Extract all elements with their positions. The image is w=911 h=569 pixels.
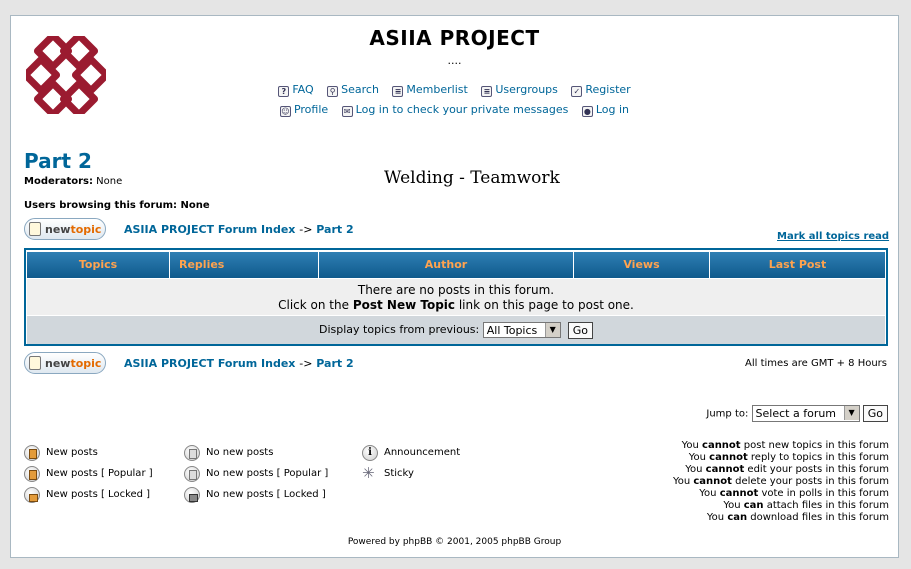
notepad-icon (29, 222, 41, 236)
chevron-down-icon: ▼ (844, 406, 859, 420)
no-new-posts-popular-icon (184, 466, 200, 482)
legend-item: New posts [ Popular ] (24, 463, 153, 484)
forum-title-link[interactable]: Part 2 (24, 149, 92, 173)
legend-item: ✳ Sticky (362, 463, 460, 484)
breadcrumb-bottom: ASIIA PROJECT Forum Index -> Part 2 (124, 357, 354, 370)
jump-go-button[interactable]: Go (863, 405, 888, 422)
chevron-down-icon: ▼ (545, 323, 560, 337)
legend-item: No new posts [ Locked ] (184, 484, 328, 505)
breadcrumb: ASIIA PROJECT Forum Index -> Part 2 (124, 223, 354, 236)
mark-all-read-link[interactable]: Mark all topics read (777, 231, 890, 242)
nav-usergroups[interactable]: ≡ Usergroups (481, 83, 558, 97)
sticky-icon (362, 466, 378, 482)
header-replies: Replies (170, 252, 319, 278)
register-icon: ✓ (571, 86, 582, 97)
legend-col-special (362, 442, 460, 484)
nav-profile[interactable]: ☺ Profile (281, 103, 329, 116)
moderators-line: Moderators: None (24, 176, 123, 187)
jump-label: Jump to: (706, 408, 749, 420)
nav-faq[interactable]: ? FAQ (278, 83, 313, 97)
display-filter-row (27, 316, 885, 344)
display-topics-select[interactable]: All Topics ▼ (483, 322, 561, 338)
display-go-button[interactable]: Go (568, 322, 593, 339)
forum-description: Welding - Teamwork (384, 168, 560, 188)
new-topic-button-bottom[interactable]: new topic (24, 352, 106, 374)
nav-memberlist[interactable]: ≡ Memberlist (392, 83, 467, 97)
nav-private-messages[interactable]: ✉ Log in to check your private messages (342, 103, 569, 117)
breadcrumb-current[interactable]: Part 2 (316, 223, 354, 236)
users-browsing-line: Users browsing this forum: None (24, 200, 210, 211)
permission-line: You cannot delete your posts in this forum (672, 476, 889, 487)
permissions-list (673, 440, 889, 524)
announcement-icon (362, 445, 378, 461)
breadcrumb-current[interactable]: Part 2 (316, 357, 354, 370)
new-posts-icon (24, 445, 40, 461)
legend-col-new (24, 442, 153, 505)
legend-col-old (184, 442, 328, 505)
no-new-posts-icon (184, 445, 200, 461)
nav-row-1 (11, 83, 898, 97)
permission-line: You cannot edit your posts in this forum (685, 464, 889, 475)
new-topic-button[interactable]: new topic (24, 218, 106, 240)
site-title: ASIIA PROJECT (369, 26, 540, 50)
permission-line: You can download files in this forum (706, 512, 889, 523)
no-new-posts-locked-icon (184, 487, 200, 503)
legend-item: New posts [ Locked ] (24, 484, 153, 505)
timezone-note: All times are GMT + 8 Hours (745, 358, 887, 369)
search-icon: ⚲ (327, 86, 338, 97)
header-views: Views (574, 252, 710, 278)
profile-icon: ☺ (281, 107, 290, 116)
legend-item: No new posts [ Popular ] (184, 463, 328, 484)
permission-line: You cannot post new topics in this forum (681, 440, 889, 451)
header-last-post: Last Post (710, 252, 885, 278)
header-author: Author (319, 252, 574, 278)
legend-item: i Announcement (362, 442, 460, 463)
jump-to (706, 405, 888, 422)
page-container (10, 15, 899, 558)
footer-powered-by: Powered by phpBB © 2001, 2005 phpBB Group (347, 537, 562, 547)
table-header (27, 252, 885, 278)
empty-forum-message: There are no posts in this forum. Click on the Post New Topic link on this page to post one. (27, 279, 885, 315)
legend-item: New posts (24, 442, 153, 463)
permission-line: You cannot vote in polls in this forum (699, 488, 889, 499)
new-posts-popular-icon (24, 466, 40, 482)
nav-register[interactable]: ✓ Register (571, 83, 630, 97)
nav-row-2 (11, 103, 898, 117)
login-icon: ● (582, 106, 593, 117)
memberlist-icon: ≡ (392, 86, 403, 97)
breadcrumb-forum-index[interactable]: ASIIA PROJECT Forum Index (124, 223, 296, 236)
site-description: .... (447, 54, 462, 67)
faq-icon: ? (278, 86, 289, 97)
topics-table (24, 248, 888, 346)
jump-forum-select[interactable]: Select a forum ▼ (752, 405, 860, 422)
permission-line: You can attach files in this forum (723, 500, 889, 511)
breadcrumb-forum-index[interactable]: ASIIA PROJECT Forum Index (124, 357, 296, 370)
notepad-icon (29, 356, 41, 370)
display-label: Display topics from previous: (319, 323, 480, 336)
nav-search[interactable]: ⚲ Search (327, 83, 379, 97)
usergroups-icon: ≡ (481, 86, 492, 97)
new-posts-locked-icon (24, 487, 40, 503)
header-topics: Topics (27, 252, 170, 278)
permission-line: You cannot reply to topics in this forum (688, 452, 889, 463)
private-messages-icon: ✉ (342, 106, 353, 117)
nav-login[interactable]: ● Log in (583, 103, 630, 116)
legend-item: No new posts (184, 442, 328, 463)
